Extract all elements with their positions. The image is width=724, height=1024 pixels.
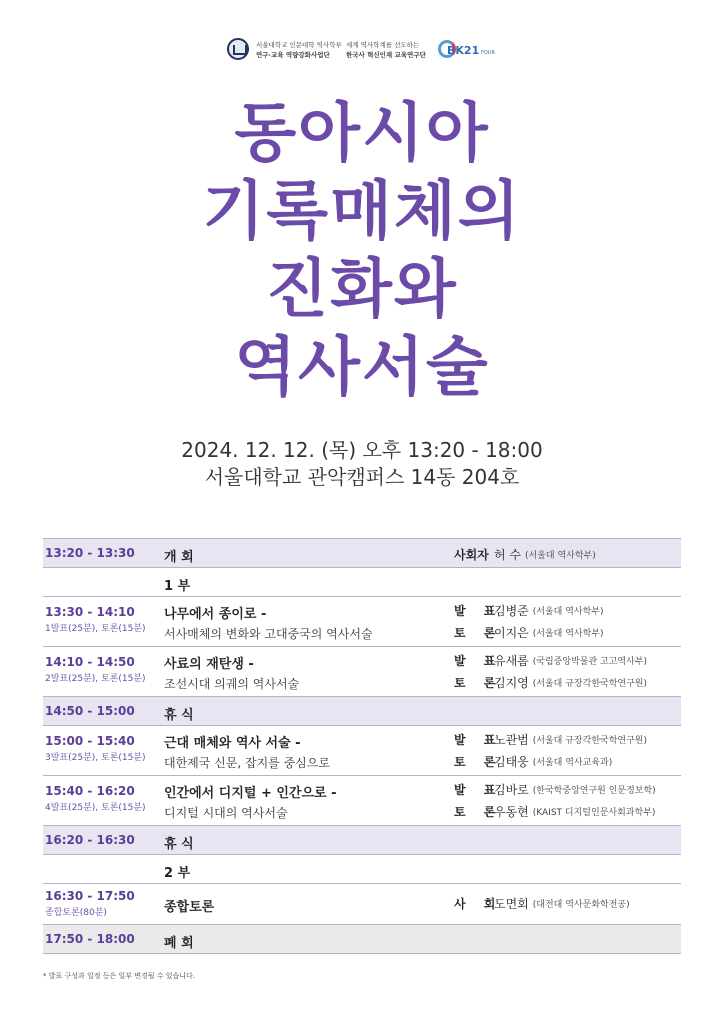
row-duration: 1발표(25분), 토론(15분)	[45, 624, 146, 634]
row-duration: 종합토론(80분)	[45, 908, 107, 918]
bk-number: 21	[463, 44, 480, 57]
person-name: 김바로	[494, 782, 529, 797]
title-line-4: 역사서술	[234, 331, 490, 405]
bk-four: FOUR	[481, 50, 495, 56]
person-name: 유새롬	[494, 653, 529, 668]
row-title: 휴 식	[164, 837, 194, 852]
header-logos	[0, 38, 724, 68]
person-name: 김지영	[494, 675, 529, 690]
title-line-2: 기록매체의	[202, 175, 522, 249]
role-label: 발 표	[454, 782, 503, 797]
org1-line2: 연구·교육 역량강화사업단	[256, 51, 330, 59]
row-time: 14:10 - 14:50	[45, 655, 135, 669]
row-subtitle: 대한제국 신문, 잡지를 중심으로	[164, 756, 330, 770]
role-label: 사 회	[454, 896, 503, 911]
program-row-break2	[43, 826, 681, 855]
affiliation: (서울대 역사교육과)	[532, 757, 613, 768]
program-row-session4	[43, 776, 681, 826]
affiliation: (서울대 역사학부)	[532, 628, 604, 639]
person-name: 김태웅	[494, 754, 529, 769]
person-name: 김병준	[494, 603, 529, 618]
row-title: 1 부	[164, 579, 191, 594]
role-label: 발 표	[454, 603, 503, 618]
program-row-session1	[43, 597, 681, 647]
affiliation: (국립중앙박물관 고고역사부)	[532, 656, 647, 667]
title-line-3: 진화와	[266, 253, 458, 327]
row-subtitle: 디지털 시대의 역사서술	[164, 806, 288, 820]
row-duration: 4발표(25분), 토론(15분)	[45, 803, 146, 813]
affiliation: (대전대 역사문화학전공)	[532, 899, 630, 910]
role-label: 발 표	[454, 732, 503, 747]
row-title: 2 부	[164, 866, 191, 881]
role-label: 발 표	[454, 653, 503, 668]
row-title: 나무에서 종이로 -	[164, 607, 267, 622]
row-title: 근대 매체와 역사 서술 -	[164, 736, 301, 751]
program-row-part1	[43, 568, 681, 597]
org1-name	[256, 40, 342, 60]
snu-seal-icon	[227, 38, 249, 60]
person-name: 우동현	[494, 804, 529, 819]
org1-line1: 서울대학교 인문대학 역사학부	[256, 41, 342, 49]
role-label: 토 론	[454, 804, 503, 819]
row-time: 14:50 - 15:00	[45, 704, 135, 718]
program-row-part2	[43, 855, 681, 884]
row-subtitle: 서사매체의 변화와 고대중국의 역사서술	[164, 627, 373, 641]
affiliation: (KAIST 디지털인문사회과학부)	[532, 807, 656, 818]
bk-prefix: BK	[447, 44, 464, 57]
program-row-break1	[43, 697, 681, 726]
person-name: 이지은	[494, 625, 529, 640]
row-time: 16:20 - 16:30	[45, 833, 135, 847]
row-duration: 3발표(25분), 토론(15분)	[45, 753, 146, 763]
row-duration: 2발표(25분), 토론(15분)	[45, 674, 146, 684]
row-time: 13:30 - 14:10	[45, 605, 135, 619]
title-line-1: 동아시아	[234, 97, 490, 171]
row-time: 15:00 - 15:40	[45, 734, 135, 748]
org2-line2: 한국사 혁신인재 교육연구단	[346, 51, 426, 59]
program-row-discussion	[43, 884, 681, 925]
event-datetime: 2024. 12. 12. (목) 오후 13:20 - 18:00	[181, 438, 543, 462]
footnote: * 발표 구성과 일정 등은 일부 변경될 수 있습니다.	[43, 972, 196, 980]
row-title: 폐 회	[164, 936, 194, 951]
role-label: 사회자	[454, 547, 489, 562]
affiliation: (서울대 규장각한국학연구원)	[532, 735, 647, 746]
role-label: 토 론	[454, 754, 503, 769]
program-row-session3	[43, 726, 681, 776]
event-venue: 서울대학교 관악캠퍼스 14동 204호	[204, 465, 520, 489]
person-name: 허 수	[494, 547, 521, 562]
program-row-opening	[43, 539, 681, 568]
row-time: 15:40 - 16:20	[45, 784, 135, 798]
row-time: 17:50 - 18:00	[45, 932, 135, 946]
person-name: 노관범	[494, 732, 529, 747]
affiliation: (서울대 규장각한국학연구원)	[532, 678, 647, 689]
row-time: 16:30 - 17:50	[45, 889, 135, 903]
row-title: 휴 식	[164, 708, 194, 723]
row-title: 사료의 재탄생 -	[164, 657, 254, 672]
row-title: 인간에서 디지털 + 인간으로 -	[164, 786, 337, 801]
main-title	[0, 95, 724, 407]
program-table	[43, 538, 681, 954]
person-name: 도면회	[494, 896, 529, 911]
row-time: 13:20 - 13:30	[45, 546, 135, 560]
program-row-session2	[43, 647, 681, 697]
program-row-closing	[43, 925, 681, 954]
org2-line1: 세계 역사학계를 선도하는	[346, 41, 420, 49]
row-title: 종합토론	[164, 900, 215, 915]
affiliation: (서울대 역사학부)	[525, 550, 596, 561]
row-title: 개 회	[164, 550, 194, 565]
org2-name	[346, 40, 426, 60]
role-label: 토 론	[454, 625, 503, 640]
row-subtitle: 조선시대 의궤의 역사서술	[164, 677, 300, 691]
affiliation: (한국학중앙연구원 인문정보학)	[532, 785, 656, 796]
affiliation: (서울대 역사학부)	[532, 606, 604, 617]
role-label: 토 론	[454, 675, 503, 690]
